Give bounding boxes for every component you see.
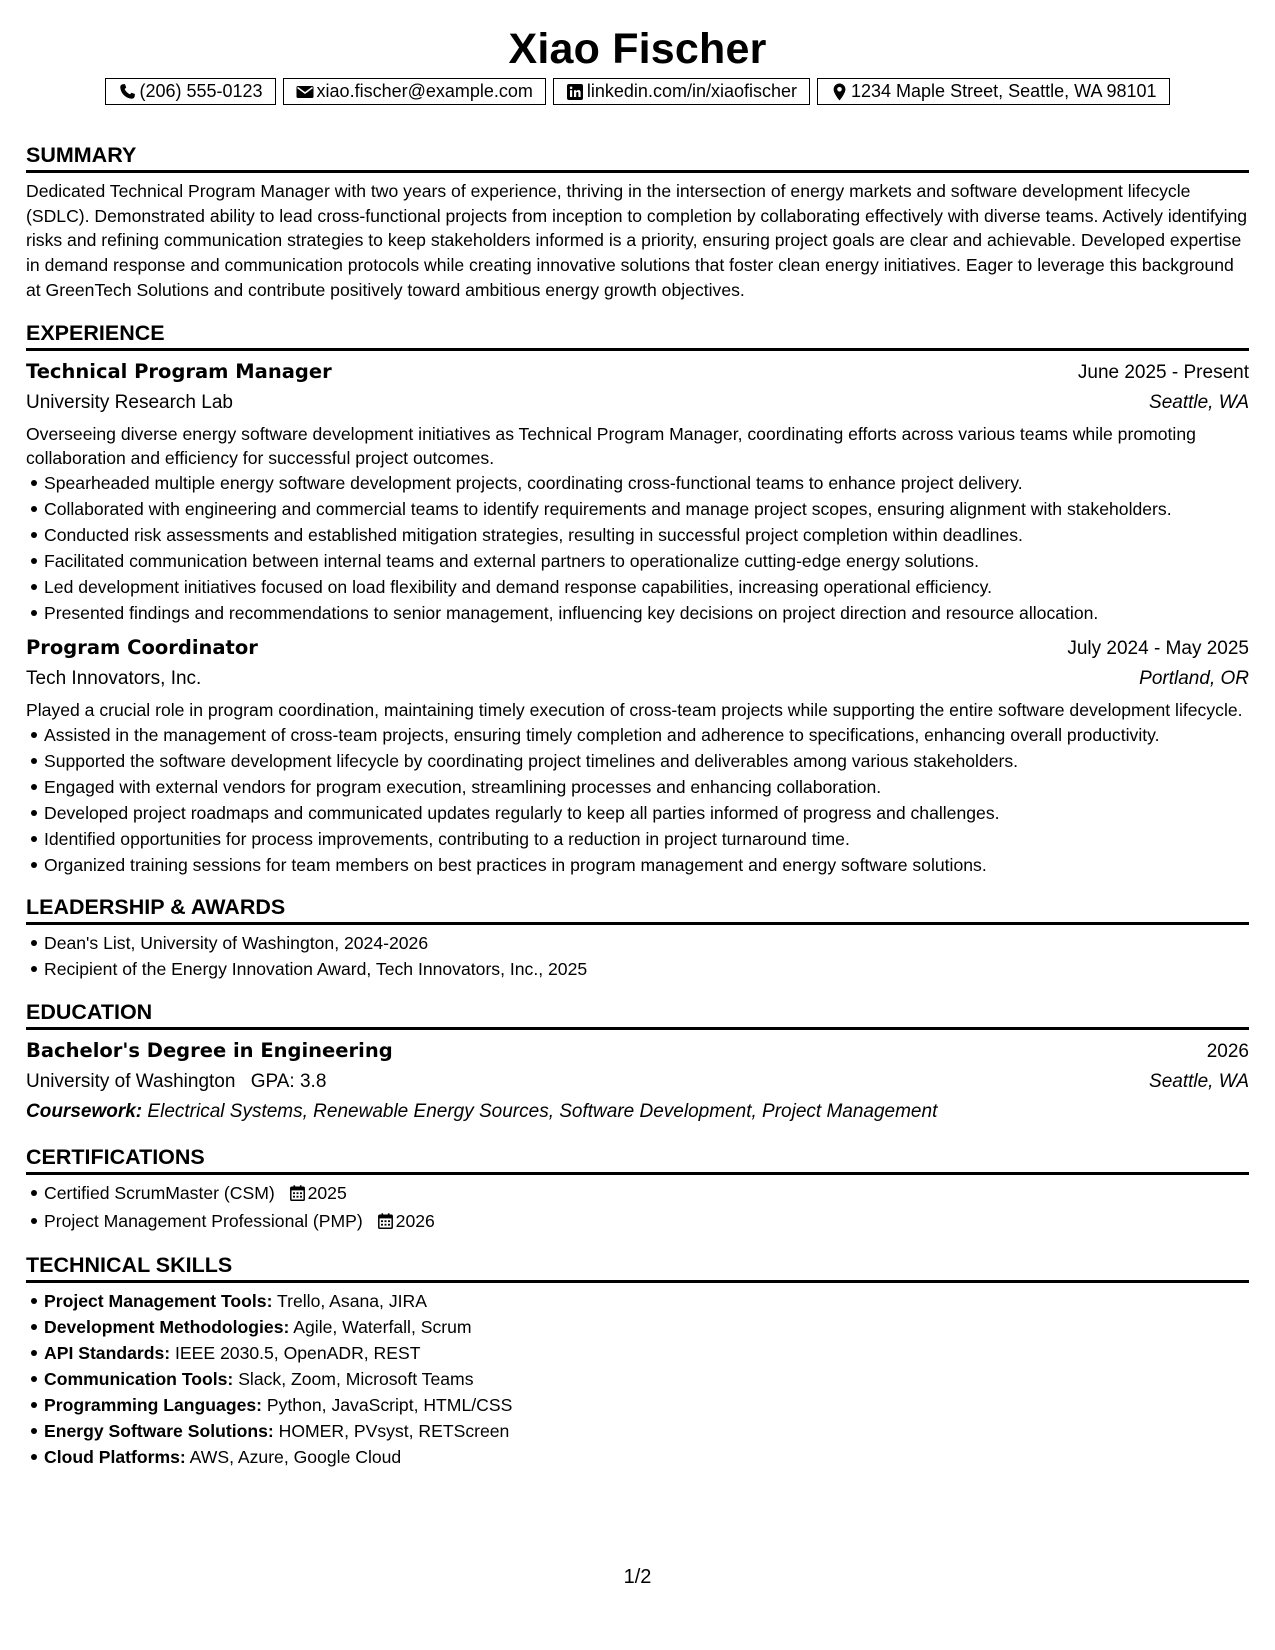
job-location: Portland, OR xyxy=(1139,668,1249,690)
job-dates: June 2025 - Present xyxy=(1077,361,1249,383)
contact-phone[interactable] xyxy=(105,78,275,105)
contact-bar xyxy=(26,78,1249,105)
list-item xyxy=(44,1445,1249,1470)
skill-value: IEEE 2030.5, OpenADR, REST xyxy=(175,1343,421,1364)
resume-page xyxy=(26,22,1249,1471)
education-heading: EDUCATION xyxy=(26,1000,1249,1030)
list-item xyxy=(44,1393,1249,1418)
list-item xyxy=(44,1209,1249,1236)
coursework-list: Electrical Systems, Renewable Energy Sources, Software Development, Project Management xyxy=(147,1100,938,1122)
skill-label: Project Management Tools: xyxy=(44,1291,273,1312)
cert-name: Certified ScrumMaster (CSM) xyxy=(44,1182,275,1203)
job-location: Seattle, WA xyxy=(1149,391,1249,413)
job-title: Technical Program Manager xyxy=(26,359,332,383)
list-item: Dean's List, University of Washington, 2024-2026 xyxy=(44,931,1249,956)
skill-value: AWS, Azure, Google Cloud xyxy=(189,1447,402,1468)
skill-label: Energy Software Solutions: xyxy=(44,1421,274,1442)
gpa: GPA: 3.8 xyxy=(250,1070,327,1092)
list-item xyxy=(44,1341,1249,1366)
leadership-list xyxy=(26,931,1249,982)
skill-value: Agile, Waterfall, Scrum xyxy=(293,1317,472,1338)
contact-email[interactable] xyxy=(283,78,546,105)
list-item: Engaged with external vendors for program execution, streamlining processes and enhancing collaboration. xyxy=(44,775,1249,800)
list-item: Recipient of the Energy Innovation Award, Tech Innovators, Inc., 2025 xyxy=(44,957,1249,982)
cert-year: 2026 xyxy=(395,1210,435,1231)
skills-list xyxy=(26,1289,1249,1470)
list-item: Supported the software development lifecycle by coordinating project timelines and deliverables among various stakeholders. xyxy=(44,749,1249,774)
skill-label: Development Methodologies: xyxy=(44,1317,290,1338)
skill-value: HOMER, PVsyst, RETScreen xyxy=(278,1421,510,1442)
summary-heading: SUMMARY xyxy=(26,143,1249,173)
list-item: Conducted risk assessments and established mitigation strategies, resulting in successful project completion within deadlines. xyxy=(44,523,1249,548)
linkedin-icon xyxy=(566,83,584,101)
degree-title: Bachelor's Degree in Engineering xyxy=(26,1038,393,1062)
envelope-icon xyxy=(296,83,314,101)
list-item: Assisted in the management of cross-team projects, ensuring timely completion and adherence to specifications, enhancing overall productivity. xyxy=(44,723,1249,748)
list-item xyxy=(44,1289,1249,1314)
map-pin-icon xyxy=(830,83,848,101)
job-entry xyxy=(26,357,1249,626)
list-item: Identified opportunities for process improvements, contributing to a reduction in project turnaround time. xyxy=(44,827,1249,852)
skill-label: Programming Languages: xyxy=(44,1395,262,1416)
school-location: Seattle, WA xyxy=(1149,1070,1249,1092)
graduation-year: 2026 xyxy=(1206,1040,1249,1062)
skill-value: Slack, Zoom, Microsoft Teams xyxy=(238,1369,474,1390)
skill-label: API Standards: xyxy=(44,1343,171,1364)
contact-linkedin-text: linkedin.com/in/xiaofischer xyxy=(586,81,797,101)
phone-icon xyxy=(118,83,136,101)
calendar-icon xyxy=(290,1183,305,1208)
list-item: Organized training sessions for team members on best practices in program management and energy software solutions. xyxy=(44,853,1249,878)
job-title: Program Coordinator xyxy=(26,636,258,660)
cert-year: 2025 xyxy=(307,1182,347,1203)
list-item xyxy=(44,1181,1249,1208)
list-item: Collaborated with engineering and commercial teams to identify requirements and manage project scopes, ensuring alignment with stakeholders. xyxy=(44,497,1249,522)
summary-text: Dedicated Technical Program Manager with two years of experience, thriving in the intersection of energy markets and software development lifecycle (SDLC). Demonstrated ability to lead cross-functional projects from inception to completion by collaborating effectively with diverse teams. Actively identifying risks and refining communication strategies to keep stakeholders informed is a priority, ensuring project goals are clear and achievable. Developed expertise in demand response and communication protocols while creating innovative solutions that foster clean energy initiatives. Eager to leverage this background at GreenTech Solutions and contribute positively toward ambitious energy growth objectives. xyxy=(26,181,1248,300)
skills-heading: TECHNICAL SKILLS xyxy=(26,1253,1249,1283)
skill-value: Trello, Asana, JIRA xyxy=(277,1291,427,1312)
experience-section xyxy=(26,321,1249,878)
candidate-name: Xiao Fischer xyxy=(508,25,767,73)
job-bullets xyxy=(26,723,1249,878)
list-item: Led development initiatives focused on load flexibility and demand response capabilities, increasing operational efficiency. xyxy=(44,575,1249,600)
contact-address[interactable] xyxy=(817,78,1170,105)
cert-name: Project Management Professional (PMP) xyxy=(44,1210,363,1231)
job-company: Tech Innovators, Inc. xyxy=(26,668,202,690)
list-item: Facilitated communication between internal teams and external partners to operationalize cutting-edge energy solutions. xyxy=(44,549,1249,574)
page-number: 1/2 xyxy=(623,1566,652,1588)
certifications-list xyxy=(26,1181,1249,1236)
job-bullets xyxy=(26,471,1249,626)
contact-linkedin[interactable] xyxy=(553,78,810,105)
list-item xyxy=(44,1419,1249,1444)
skill-label: Cloud Platforms: xyxy=(44,1447,186,1468)
certifications-heading: CERTIFICATIONS xyxy=(26,1145,1249,1175)
school-name: University of Washington xyxy=(26,1070,236,1092)
job-entry xyxy=(26,633,1249,877)
education-section xyxy=(26,1000,1249,1127)
experience-heading: EXPERIENCE xyxy=(26,321,1249,351)
certifications-section xyxy=(26,1145,1249,1236)
list-item xyxy=(44,1367,1249,1392)
contact-phone-text: (206) 555-0123 xyxy=(139,81,263,101)
calendar-icon xyxy=(378,1211,393,1236)
leadership-section xyxy=(26,895,1249,982)
job-description: Played a crucial role in program coordination, maintaining timely execution of cross-team projects while supporting the entire software development lifecycle. xyxy=(26,700,1243,721)
skill-label: Communication Tools: xyxy=(44,1369,234,1390)
leadership-heading: LEADERSHIP & AWARDS xyxy=(26,895,1249,925)
skills-section xyxy=(26,1253,1249,1470)
list-item xyxy=(44,1315,1249,1340)
job-company: University Research Lab xyxy=(26,391,233,413)
job-dates: July 2024 - May 2025 xyxy=(1067,638,1249,660)
list-item: Presented findings and recommendations to senior management, influencing key decisions on project direction and resource allocation. xyxy=(44,601,1249,626)
coursework-label: Coursework: xyxy=(26,1100,143,1122)
contact-email-text: xiao.fischer@example.com xyxy=(316,81,533,101)
job-description: Overseeing diverse energy software development initiatives as Technical Program Manager, coordinating efforts across various teams while promoting collaboration and efficiency for successful project outcomes. xyxy=(26,423,1196,469)
contact-address-text: 1234 Maple Street, Seattle, WA 98101 xyxy=(851,81,1157,101)
coursework xyxy=(26,1097,1249,1127)
list-item: Spearheaded multiple energy software development projects, coordinating cross-functional teams to enhance project delivery. xyxy=(44,471,1249,496)
list-item: Developed project roadmaps and communicated updates regularly to keep all parties informed of progress and challenges. xyxy=(44,801,1249,826)
skill-value: Python, JavaScript, HTML/CSS xyxy=(266,1395,513,1416)
